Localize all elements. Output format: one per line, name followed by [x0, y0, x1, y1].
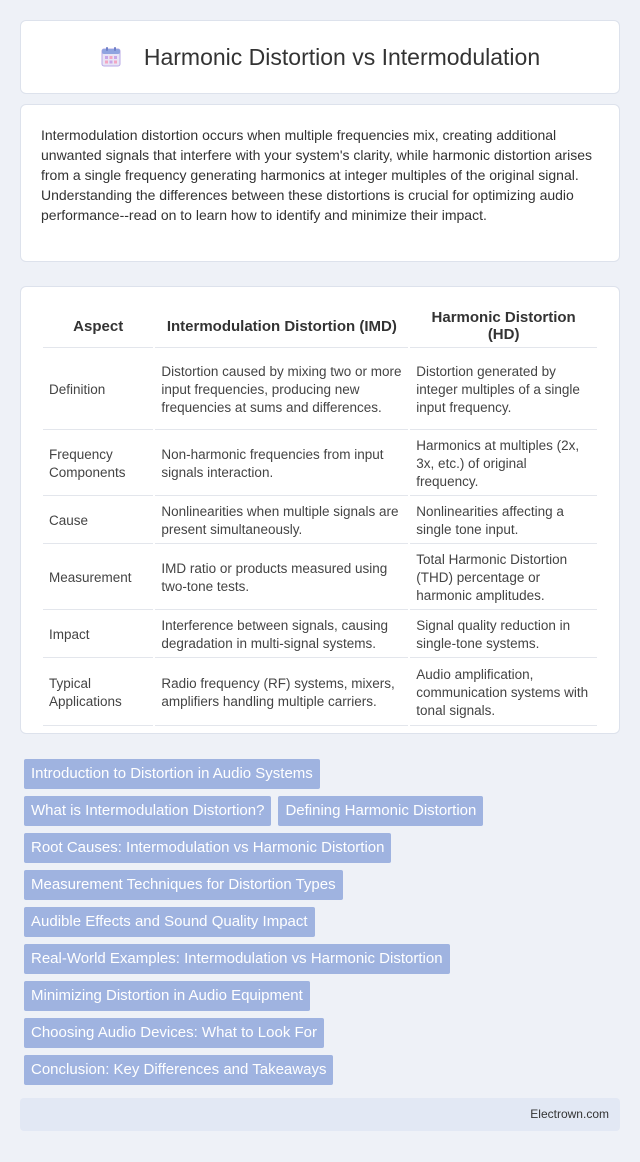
page-title: Harmonic Distortion vs Intermodulation [143, 43, 541, 70]
cell-hd: Harmonics at multiples (2x, 3x, etc.) of original frequency. [410, 432, 597, 496]
table-row [43, 660, 597, 726]
cell-aspect: Cause [43, 498, 153, 544]
intro-paragraph: Intermodulation distortion occurs when multiple frequencies mix, creating additional unwanted signals that interfere with your system's clarity, while harmonic distortion arises from a single frequency generating harmonics at integer multiples of the original signal. Understanding the differences between these distortions is crucial for optimizing audio performance--read on to learn how to identify and minimize their impact. [41, 127, 592, 223]
cell-hd: Audio amplification, communication systems with tonal signals. [410, 660, 597, 726]
footer-site-name[interactable]: Electrown.com [530, 1107, 609, 1121]
cell-imd: Distortion caused by mixing two or more input frequencies, producing new frequencies at sums and differences. [155, 350, 408, 430]
tag-row [24, 907, 616, 937]
table-row [43, 612, 597, 658]
footer [20, 1098, 620, 1131]
header-aspect: Aspect [43, 305, 153, 348]
table-header-row [43, 305, 597, 348]
tag-row [24, 870, 616, 900]
tag-row [24, 1055, 616, 1085]
title-card [20, 20, 620, 94]
cell-imd: IMD ratio or products measured using two-tone tests. [155, 546, 408, 610]
table-row [43, 546, 597, 610]
topic-tag[interactable]: Real-World Examples: Intermodulation vs Harmonic Distortion [24, 944, 450, 974]
cell-imd: Radio frequency (RF) systems, mixers, amplifiers handling multiple carriers. [155, 660, 408, 726]
table-row [43, 498, 597, 544]
cell-imd: Nonlinearities when multiple signals are present simultaneously. [155, 498, 408, 544]
tag-row [24, 833, 616, 863]
table-row [43, 350, 597, 430]
cell-imd: Interference between signals, causing degradation in multi-signal systems. [155, 612, 408, 658]
topic-tag[interactable]: What is Intermodulation Distortion? [24, 796, 271, 826]
cell-aspect: Impact [43, 612, 153, 658]
tag-row [24, 796, 616, 826]
topic-tag[interactable]: Minimizing Distortion in Audio Equipment [24, 981, 310, 1011]
cell-hd: Distortion generated by integer multiples of a single input frequency. [410, 350, 597, 430]
comparison-table [41, 303, 599, 728]
tag-row [24, 759, 616, 789]
header-hd: Harmonic Distortion (HD) [410, 305, 597, 348]
cell-hd: Signal quality reduction in single-tone systems. [410, 612, 597, 658]
header-imd: Intermodulation Distortion (IMD) [155, 305, 408, 348]
cell-aspect: Measurement [43, 546, 153, 610]
tag-row [24, 981, 616, 1011]
tag-row [24, 944, 616, 974]
cell-aspect: Typical Applications [43, 660, 153, 726]
cell-imd: Non-harmonic frequencies from input signals interaction. [155, 432, 408, 496]
topic-tag[interactable]: Root Causes: Intermodulation vs Harmonic Distortion [24, 833, 391, 863]
cell-hd: Total Harmonic Distortion (THD) percentage or harmonic amplitudes. [410, 546, 597, 610]
cell-aspect: Definition [43, 350, 153, 430]
topic-tag[interactable]: Audible Effects and Sound Quality Impact [24, 907, 315, 937]
calendar-icon [100, 46, 122, 68]
topic-tag[interactable]: Choosing Audio Devices: What to Look For [24, 1018, 324, 1048]
cell-aspect: Frequency Components [43, 432, 153, 496]
topic-tags [24, 759, 616, 1092]
tag-row [24, 1018, 616, 1048]
topic-tag[interactable]: Defining Harmonic Distortion [278, 796, 483, 826]
topic-tag[interactable]: Introduction to Distortion in Audio Systems [24, 759, 320, 789]
topic-tag[interactable]: Conclusion: Key Differences and Takeaways [24, 1055, 333, 1085]
intro-card [20, 104, 620, 262]
cell-hd: Nonlinearities affecting a single tone input. [410, 498, 597, 544]
comparison-card [20, 286, 620, 734]
table-row [43, 432, 597, 496]
topic-tag[interactable]: Measurement Techniques for Distortion Types [24, 870, 343, 900]
